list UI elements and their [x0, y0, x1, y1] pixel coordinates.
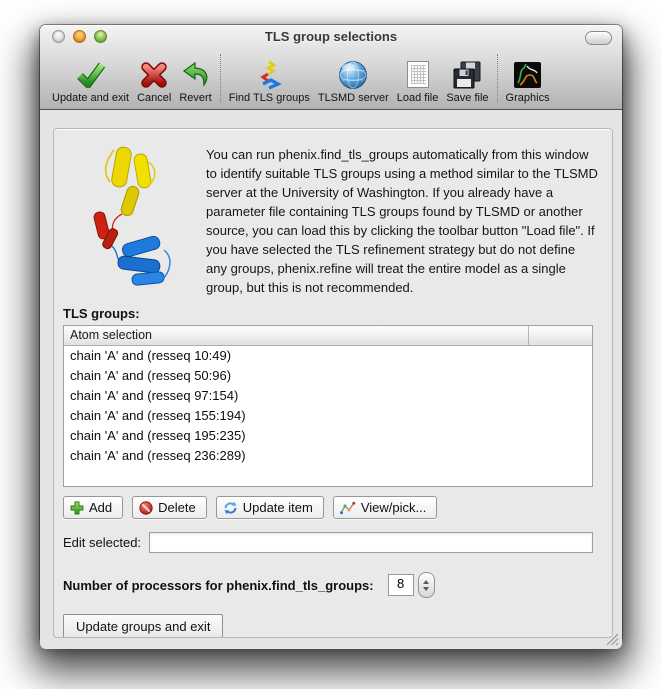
toolbar-label: Find TLS groups — [228, 92, 310, 104]
toolbar-label: Revert — [179, 92, 212, 104]
toolbar-label: Cancel — [137, 92, 172, 104]
toolbar-toggle-button[interactable] — [585, 31, 612, 45]
toolbar-label: Load file — [396, 92, 439, 104]
resize-grip[interactable] — [606, 633, 619, 646]
window-controls — [52, 30, 107, 43]
add-button[interactable] — [63, 496, 123, 519]
toolbar-button-cancel[interactable] — [137, 58, 171, 104]
edit-selected-label: Edit selected: — [63, 535, 142, 550]
intro-section — [54, 129, 612, 297]
update-groups-and-exit-button[interactable]: Update groups and exit — [63, 614, 223, 638]
toolbar-label: TLSMD server — [317, 92, 389, 104]
tls-groups-label: TLS groups: — [63, 306, 140, 321]
list-item[interactable]: chain 'A' and (resseq 236:289) — [70, 448, 246, 463]
window-body — [40, 110, 622, 649]
toolbar-label: Update and exit — [52, 92, 130, 104]
toolbar-button-find-tls-groups[interactable] — [229, 58, 310, 104]
minimize-button[interactable] — [73, 30, 86, 43]
list-item[interactable]: chain 'A' and (resseq 10:49) — [70, 348, 232, 363]
cancel-x-icon — [140, 58, 168, 91]
toolbar-button-graphics[interactable] — [506, 58, 550, 104]
update-item-button-label: Update item — [242, 500, 313, 515]
list-item[interactable]: chain 'A' and (resseq 50:96) — [70, 368, 232, 383]
floppy-disk-icon — [453, 58, 481, 91]
view-pick-button-label: View/pick... — [360, 500, 427, 515]
content-panel — [53, 128, 613, 638]
delete-button[interactable] — [132, 496, 207, 519]
tls-groups-list — [63, 325, 593, 487]
window-chrome — [40, 25, 622, 110]
processors-label: Number of processors for phenix.find_tls_groups: — [63, 577, 374, 593]
protein-structure-image — [84, 142, 184, 290]
list-item[interactable]: chain 'A' and (resseq 97:154) — [70, 388, 239, 403]
toolbar-button-load-file[interactable] — [397, 58, 439, 104]
processors-value-field[interactable]: 8 — [388, 574, 414, 596]
toolbar-label: Graphics — [505, 92, 550, 104]
intro-description: You can run phenix.find_tls_groups automatically from this window to identify suitable TLS groups using a method similar to the TLSMD server at the University of Washington. If you already have a parameter file containing TLS groups found by TLSMD or another source, you can load this by clicking the toolbar button "Load file". If you have selected the TLS refinement strategy but do not define any groups, phenix.refine will treat the entire model as a single group, but this is not recommended. — [206, 147, 598, 295]
refresh-icon — [223, 501, 238, 515]
update-item-button[interactable] — [216, 496, 324, 519]
checkmark-icon — [76, 58, 105, 91]
edit-selected-row — [63, 532, 593, 553]
stepper-up-button[interactable] — [423, 580, 429, 584]
window-title: TLS group selections — [264, 28, 398, 44]
toolbar-button-tlsmd-server[interactable] — [318, 58, 389, 104]
list-item[interactable]: chain 'A' and (resseq 155:194) — [70, 408, 246, 423]
processors-stepper — [418, 572, 435, 598]
stepper-down-button[interactable] — [423, 587, 429, 591]
processors-row — [63, 572, 612, 598]
plot-picker-icon — [340, 501, 356, 515]
list-actions — [63, 496, 612, 519]
toolbar-button-revert[interactable] — [179, 58, 211, 104]
close-button[interactable] — [52, 30, 65, 43]
toolbar-separator — [220, 54, 221, 102]
delete-button-label: Delete — [158, 500, 196, 515]
toolbar-separator — [497, 54, 498, 102]
toolbar-button-update-and-exit[interactable] — [52, 58, 129, 104]
list-rows — [64, 346, 592, 486]
molecule-icon — [256, 58, 282, 91]
column-header-atom-selection[interactable]: Atom selection — [64, 326, 529, 345]
titlebar — [40, 25, 622, 47]
tls-group-selections-window — [40, 25, 622, 643]
list-header — [64, 326, 592, 346]
spreadsheet-icon — [407, 58, 429, 91]
add-button-label: Add — [89, 500, 113, 515]
list-item[interactable]: chain 'A' and (resseq 195:235) — [70, 428, 246, 443]
toolbar-button-save-file[interactable] — [446, 58, 488, 104]
toolbar — [40, 47, 622, 109]
zoom-button[interactable] — [94, 30, 107, 43]
revert-arrow-icon — [182, 58, 210, 91]
globe-icon — [338, 58, 368, 91]
plus-icon — [70, 501, 84, 515]
edit-selected-input[interactable] — [149, 532, 593, 553]
graphics-molecule-icon — [514, 58, 541, 91]
toolbar-label: Save file — [446, 92, 489, 104]
view-pick-button[interactable] — [333, 496, 438, 519]
no-entry-icon — [139, 501, 153, 515]
column-header-extra[interactable] — [529, 326, 592, 345]
